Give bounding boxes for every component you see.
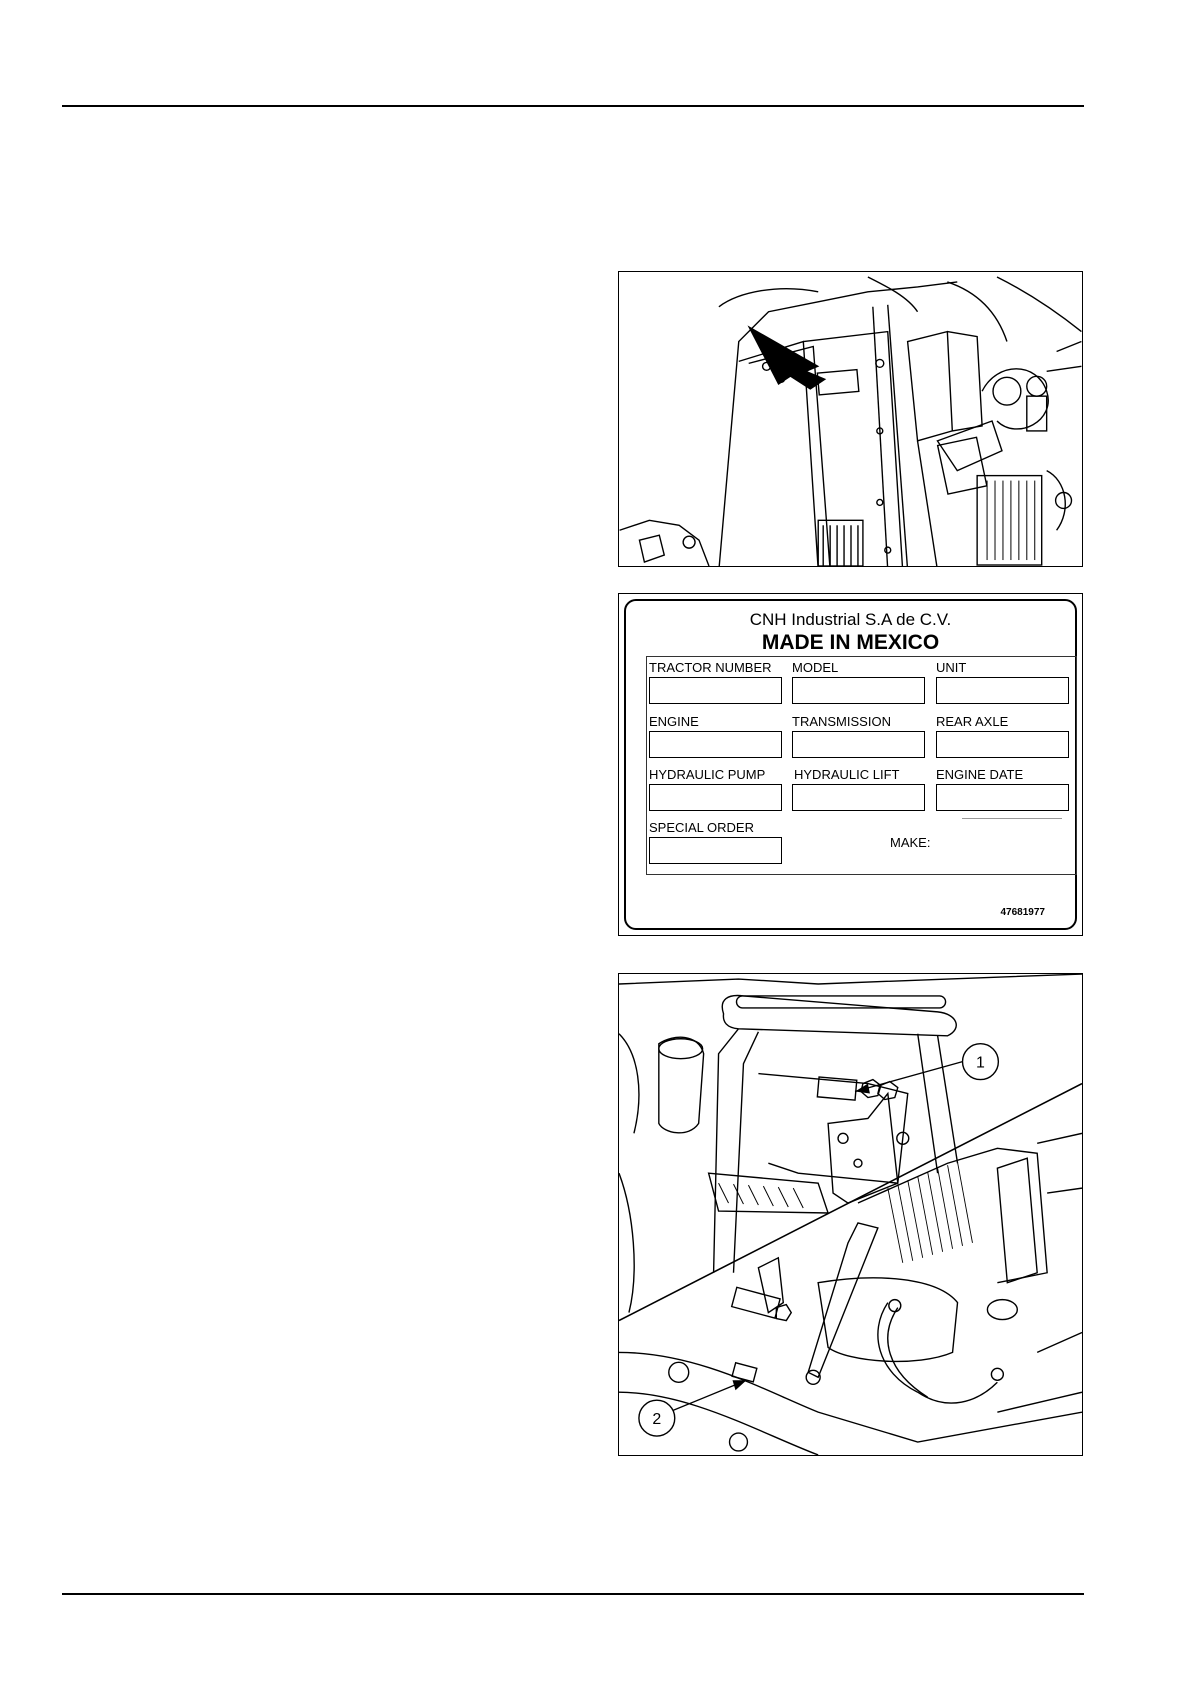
- identification-decal: [624, 599, 1077, 930]
- field-box-model: [792, 677, 925, 704]
- identification-decal-figure: [618, 593, 1083, 936]
- field-label-make: MAKE:: [890, 835, 931, 850]
- field-label-transmission: TRANSMISSION: [792, 714, 891, 729]
- decal-field-grid: [646, 656, 1077, 875]
- decal-part-number: 47681977: [1000, 907, 1045, 918]
- field-box-engine-date: [936, 784, 1069, 811]
- field-label-engine-date: ENGINE DATE: [936, 767, 1024, 782]
- field-box-rear-axle: [936, 731, 1069, 758]
- engine-bay-illustration: [619, 974, 1082, 1455]
- make-line: [962, 818, 1062, 819]
- location-figure: [618, 271, 1083, 567]
- field-label-engine: ENGINE: [649, 714, 699, 729]
- field-label-hydraulic-lift: HYDRAULIC LIFT: [794, 767, 900, 782]
- footer-rule: [62, 1593, 1084, 1595]
- field-label-special-order: SPECIAL ORDER: [649, 820, 754, 835]
- callout-1-number: 1: [976, 1054, 985, 1072]
- decal-made-in: MADE IN MEXICO: [761, 631, 940, 654]
- decal-company: CNH Industrial S.A de C.V.: [749, 610, 952, 629]
- field-box-engine: [649, 731, 782, 758]
- field-box-transmission: [792, 731, 925, 758]
- field-label-unit: UNIT: [936, 660, 967, 675]
- callout-figure: [618, 973, 1083, 1456]
- field-label-model: MODEL: [792, 660, 839, 675]
- field-label-hydraulic-pump: HYDRAULIC PUMP: [649, 767, 766, 782]
- header-rule: [62, 105, 1084, 107]
- field-box-tractor-number: [649, 677, 782, 704]
- field-box-unit: [936, 677, 1069, 704]
- callout-2-number: 2: [652, 1411, 662, 1429]
- field-label-rear-axle: REAR AXLE: [936, 714, 1009, 729]
- field-box-hydraulic-lift: [792, 784, 925, 811]
- field-box-hydraulic-pump: [649, 784, 782, 811]
- field-label-tractor-number: TRACTOR NUMBER: [649, 660, 772, 675]
- field-box-special-order: [649, 837, 782, 864]
- location-illustration: [619, 272, 1082, 566]
